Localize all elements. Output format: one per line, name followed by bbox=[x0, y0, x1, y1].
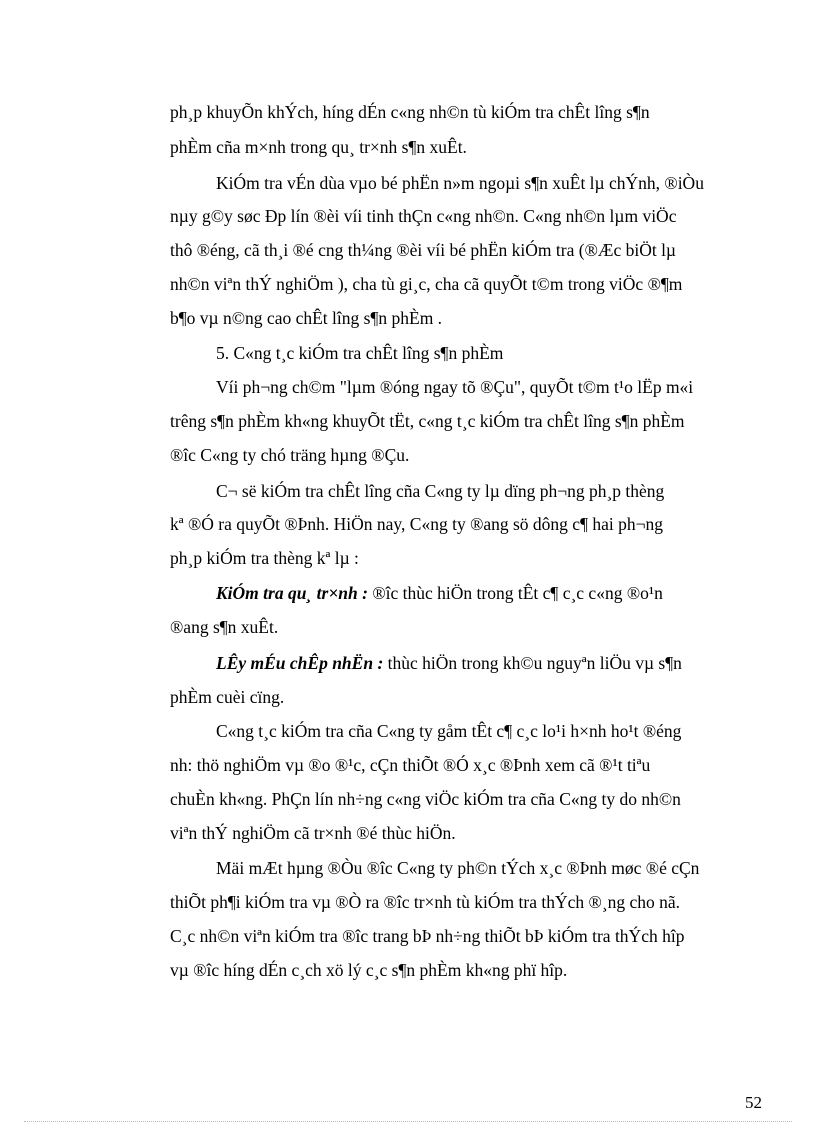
body-line: trêng s¶n phÈm kh«ng khuyÕt tËt, c«ng t¸c kiÓm tra chÊt lîng s¶n phÈm bbox=[170, 411, 685, 431]
term-label: LÊy mÉu chÊp nhËn : bbox=[216, 653, 384, 673]
body-line: phÈm cña m×nh trong qu¸ tr×nh s¶n xuÊt. bbox=[170, 137, 467, 157]
body-line: KiÓm tra vÉn dùa vµo bé phËn n»m ngoµi s¶n xuÊt lµ chÝnh, ®iÒu bbox=[216, 173, 704, 193]
term-label: KiÓm tra qu¸ tr×nh : bbox=[216, 583, 368, 603]
body-line: C¬ së kiÓm tra chÊt lîng cña C«ng ty lµ dïng ph¬ng ph¸p thèng bbox=[216, 481, 665, 501]
body-line: nh©n viªn thÝ nghiÖm ), cha tù gi¸c, cha cã quyÕt t©m trong viÖc ®¶m bbox=[170, 274, 683, 294]
section-heading: 5. C«ng t¸c kiÓm tra chÊt lîng s¶n phÈm bbox=[216, 343, 504, 363]
body-line: C¸c nh©n viªn kiÓm tra ®îc trang bÞ nh÷ng thiÕt bÞ kiÓm tra thÝch hîp bbox=[170, 926, 685, 946]
body-line: Mäi mÆt hµng ®Òu ®îc C«ng ty ph©n tÝch x¸c ®Þnh møc ®é cÇn bbox=[216, 858, 700, 878]
body-line: b¶o vµ n©ng cao chÊt lîng s¶n phÈm . bbox=[170, 308, 443, 328]
body-line: vµ ®îc híng dÉn c¸ch xö lý c¸c s¶n phÈm kh«ng phï hîp. bbox=[170, 960, 568, 980]
body-line: phÈm cuèi cïng. bbox=[170, 687, 285, 707]
body-line: ph¸p khuyÕn khÝch, híng dÉn c«ng nh©n tù kiÓm tra chÊt lîng s¶n bbox=[170, 102, 650, 122]
body-line bbox=[216, 581, 742, 605]
body-line: ®îc C«ng ty chó träng hµng ®Çu. bbox=[170, 445, 410, 465]
body-line bbox=[216, 651, 742, 675]
body-line: nh: thö nghiÖm vµ ®o ®¹c, cÇn thiÕt ®Ó x¸c ®Þnh xem cã ®¹t tiªu bbox=[170, 755, 651, 775]
body-line: thiÕt ph¶i kiÓm tra vµ ®Ò ra ®îc tr×nh tù kiÓm tra thÝch ®¸ng cho nã. bbox=[170, 892, 681, 912]
body-line: viªn thÝ nghiÖm cã tr×nh ®é thùc hiÖn. bbox=[170, 823, 456, 843]
footer-divider bbox=[24, 1121, 792, 1122]
term-text: thùc hiÖn trong kh©u nguyªn liÖu vµ s¶n bbox=[383, 653, 682, 673]
body-line: ph¸p kiÓm tra thèng kª lµ : bbox=[170, 548, 359, 568]
body-line: ®ang s¶n xuÊt. bbox=[170, 617, 279, 637]
body-line: nµy g©y søc Ðp lín ®èi víi tinh thÇn c«ng nh©n. C«ng nh©n lµm viÖc bbox=[170, 206, 677, 226]
page-number: 52 bbox=[745, 1093, 762, 1112]
body-line: chuÈn kh«ng. PhÇn lín nh÷ng c«ng viÖc kiÓm tra cña C«ng ty do nh©n bbox=[170, 789, 681, 809]
body-line: Víi ph¬ng ch©m "lµm ®óng ngay tõ ®Çu", quyÕt t©m t¹o lËp m«i bbox=[216, 377, 694, 397]
body-line: thô ®éng, cã th¸i ®é cng th¼ng ®èi víi bé phËn kiÓm tra (®Æc biÖt lµ bbox=[170, 240, 677, 260]
body-line: C«ng t¸c kiÓm tra cña C«ng ty gåm tÊt c¶ c¸c lo¹i h×nh ho¹t ®éng bbox=[216, 721, 682, 741]
body-line: kª ®Ó ra quyÕt ®Þnh. HiÖn nay, C«ng ty ®ang sö dông c¶ hai ph¬ng bbox=[170, 514, 664, 534]
term-text: ®îc thùc hiÖn trong tÊt c¶ c¸c c«ng ®o¹n bbox=[367, 583, 663, 603]
